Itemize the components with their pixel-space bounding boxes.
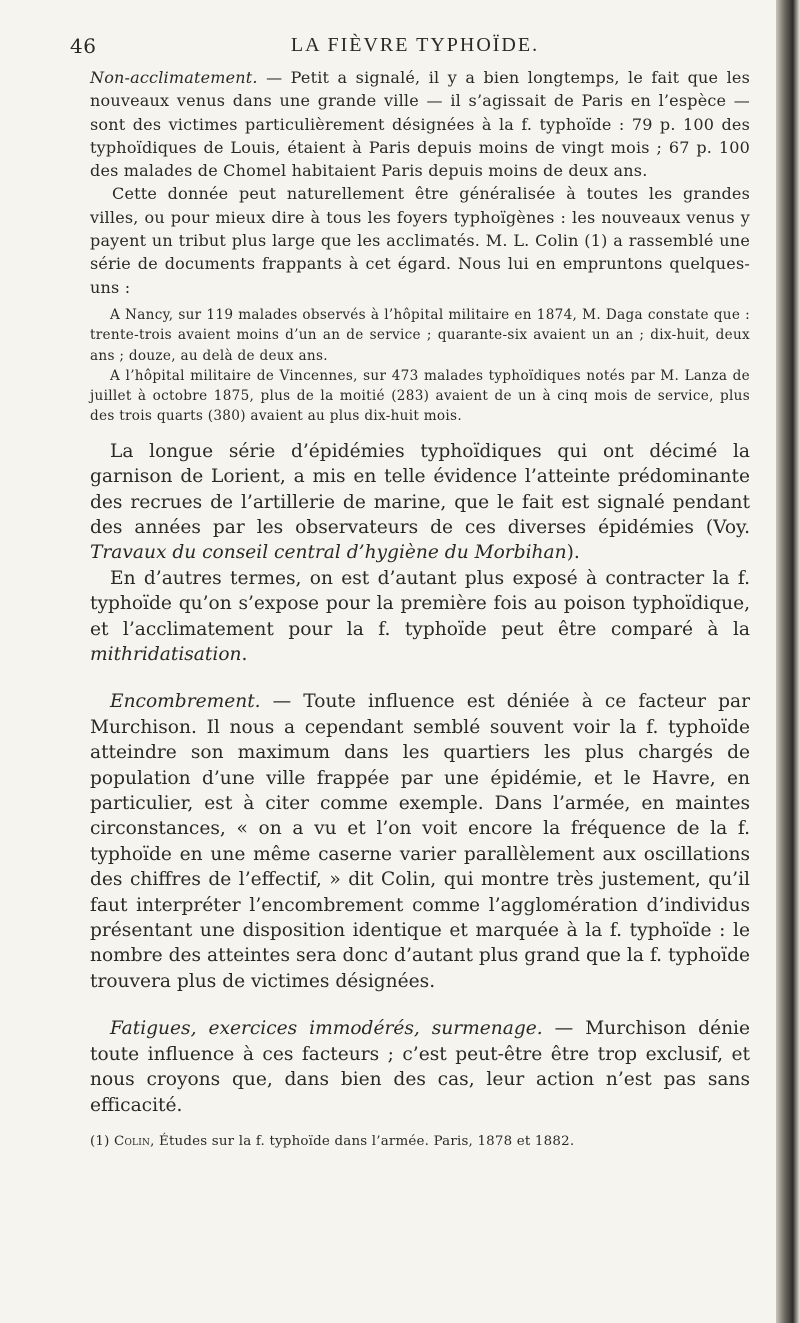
running-title: LA FIÈVRE TYPHOÏDE.	[290, 34, 540, 56]
footnote-author: Colin	[114, 1133, 151, 1149]
paragraph-text: — Murchison dénie toute influence à ces facteurs ; c’est peut-être être trop exclusif, et nous croyons que, dans bien des cas, leur action n’est pas sans efficacité.	[90, 1018, 750, 1116]
note-vincennes: A l’hôpital militaire de Vincennes, sur 473 malades typhoïdiques notés par M. Lanza de juillet à octobre 1875, plus de la moitié (283) avaient de un à cinq mois de service, plus des trois quarts (380) avaient au plus dix-huit mois.	[90, 367, 750, 425]
section-heading-encombrement: Encombrement.	[110, 691, 261, 713]
page-header	[70, 34, 760, 62]
book-spine-edge	[776, 0, 800, 1323]
paragraph-text-end: ).	[566, 542, 580, 564]
paragraph-encombrement	[90, 689, 750, 994]
section-heading-fatigues: Fatigues, exercices immodérés, surmenage.	[110, 1018, 543, 1040]
footnote-marker: (1)	[90, 1133, 115, 1149]
paragraph-mithridatisation	[90, 566, 750, 668]
citation-title: Travaux du conseil central d’hygiène du Morbihan	[90, 542, 567, 564]
paragraph-text: En d’autres termes, on est d’autant plus exposé à contracter la f. typhoïde qu’on s’expose pour la première fois au poison typhoïdique, et l’acclimatement pour la f. typhoïde peut être comparé à la	[90, 567, 750, 640]
footnote-text: , Études sur la f. typhoïde dans l’armée. Paris, 1878 et 1882.	[150, 1133, 575, 1149]
section-heading-non-acclimatement: Non-acclimatement.	[90, 68, 258, 87]
footnote	[90, 1132, 750, 1152]
paragraph-non-acclimatement	[90, 66, 750, 182]
paragraph-generalisation: Cette donnée peut naturellement être généralisée à toutes les grandes villes, ou pour mieux dire à tous les foyers typhoïgènes : les nouveaux venus y payent un tribut plus large que les acclimatés. M. L. Colin (1) a rassemblé une série de documents frappants à cet égard. Nous lui en empruntons quelques-uns :	[90, 184, 750, 297]
page-number: 46	[70, 34, 97, 58]
paragraph-lorient	[90, 439, 750, 566]
paragraph-text: — Toute influence est déniée à ce facteur par Murchison. Il nous a cependant semblé souvent voir la f. typhoïde atteindre son maximum dans les quartiers les plus chargés de population d’une ville frappée par une épidémie, et le Havre, en particulier, est à citer comme exemple. Dans l’armée, en maintes circonstances, « on a vu et l’on voit encore la fréquence de la f. typhoïde en une même caserne varier parallèlement aux oscillations des chiffres de l’effectif, » dit Colin, qui montre très justement, qu’il faut interpréter l’encombrement comme l’agglomération d’individus présentant une disposition identique et marquée à la f. typhoïde : le nombre des atteintes sera donc d’autant plus grand que la f. typhoïde trouvera plus de victimes désignées.	[90, 691, 750, 992]
italic-term: mithridatisation	[90, 644, 242, 665]
page-body	[90, 66, 750, 1152]
note-nancy: A Nancy, sur 119 malades observés à l’hôpital militaire en 1874, M. Daga constate que : trente-trois avaient moins d’un an de service ; quarante-six avaient un an ; dix-huit, deux ans ; douze, au delà de deux ans.	[90, 306, 750, 364]
paragraph-text: — Petit a signalé, il y a bien longtemps, le fait que les nouveaux venus dans une grande ville — il s’agissait de Paris en l’espèce — sont des victimes particulièrement désignées à la f. typhoïde : 79 p. 100 des typhoïdiques de Louis, étaient à Paris depuis moins de vingt mois ; 67 p. 100 des malades de Chomel habitaient Paris depuis moins de deux ans.	[90, 68, 750, 181]
paragraph-fatigues	[90, 1016, 750, 1118]
paragraph-text-end: .	[241, 644, 248, 665]
paragraph-text: La longue série d’épidémies typhoïdiques qui ont décimé la garnison de Lorient, a mis en telle évidence l’atteinte prédominante des recrues de l’artillerie de marine, que le fait est signalé pendant des années par les observateurs de ces diverses épidémies (Voy.	[90, 440, 750, 538]
